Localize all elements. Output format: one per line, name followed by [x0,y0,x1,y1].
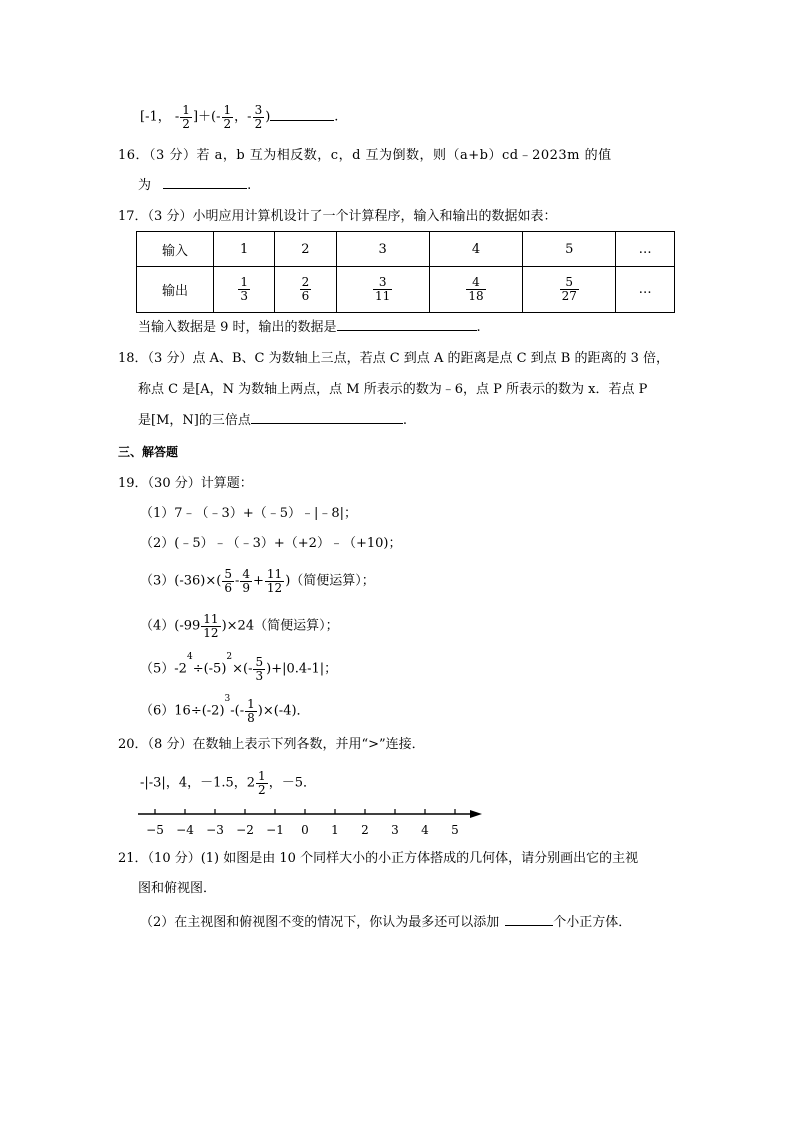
answer-blank[interactable] [505,925,553,926]
q18-line1: 18．（3 分）点 A、B、C 为数轴上三点，若点 C 到点 A 的距离是点 C 到点 B 的距离的 3 倍， [118,351,670,366]
q19-part4: （4）(-99 $\frac{11}{12}$ )×24（简便运算）； [140,612,339,640]
axis-tick-label: −5 [146,823,164,837]
axis-tick-label: −1 [266,823,284,837]
axis-tick-label: 5 [451,823,459,837]
table-cell [336,267,429,313]
q15-text-b: ]＋( [192,109,217,125]
q18-line3: 是[M，N]的三倍点 . [138,413,407,428]
q15-text-c: ， [234,109,248,125]
answer-blank[interactable] [337,330,477,331]
q15-frac-1: $\frac{1}{2}$ [182,103,190,131]
table-cell-label: 输出 [137,267,214,313]
q21-line1: 21．（10 分）(1) 如图是由 10 个同样大小的小正方体搭成的几何体，请分别画出它的主视 [118,851,639,866]
table-cell-label: 输入 [137,232,214,267]
q15-tail: [-1， - $\frac{1}{2}$ ]＋(- $\frac{1}{2}$ ，- $\frac{3}{2}$ ) . [140,103,339,131]
table-cell: … [616,232,675,267]
axis-tick-label: 3 [391,823,399,837]
axis-tick-label: 1 [331,823,339,837]
table-cell [523,267,616,313]
table-cell: 3 [336,232,429,267]
answer-blank[interactable] [270,120,334,121]
output-frac: $\frac{3}{11}$ [375,275,391,303]
answer-blank[interactable] [251,423,403,424]
answer-blank[interactable] [163,188,247,189]
table-cell: 2 [275,232,336,267]
q19-part5: $(5)-2^4\div(-5)^2\times(-$ $\frac{5}{3}$ )+|0.4-1|； [140,652,338,683]
q16-line1: 16．（3 分）若 a，b 互为相反数，c，d 互为倒数，则（a+b）cd﹣2023m 的值 [118,148,612,163]
axis-tick-label: −4 [176,823,194,837]
axis-tick-label: −2 [236,823,254,837]
io-table [136,231,675,313]
table-cell: 4 [429,232,522,267]
q19-part2: （2）(﹣5）﹣（﹣3）+（+2）﹣（+10)； [140,536,402,551]
table-cell [429,267,522,313]
q20-stem: 20．（8 分）在数轴上表示下列各数，并用“>”连接． [118,737,425,752]
output-frac: $\frac{4}{18}$ [468,275,484,303]
q19-part1: （1）7﹣（﹣3）+（﹣5）﹣|﹣8|； [140,506,358,521]
q21-line3: （2）在主视图和俯视图不变的情况下，你认为最多还可以添加 个小正方体． [140,915,632,930]
q16-line2: 为 . [138,178,252,193]
table-cell: 5 [523,232,616,267]
arrow-icon [470,810,482,818]
q15-frac-3: $\frac{3}{2}$ [254,103,263,131]
q21-line2: 图和俯视图． [138,881,217,896]
output-frac: $\frac{2}{6}$ [301,275,310,303]
table-cell: 1 [214,232,275,267]
q15-text-a: [-1， [140,109,171,125]
q17-question: 当输入数据是 9 时，输出的数据是 . [138,320,481,335]
q20-numbers: -|-3|，4，－1.5，2 $\frac{1}{2}$ ，－5． [140,769,316,797]
table-row-output [137,267,675,313]
output-frac: $\frac{5}{27}$ [561,275,577,303]
q19-part3: （3）(-36)×( $\frac{5}{6}$ - $\frac{4}{9}$ + $\frac{11}{12}$ )（简便运算）； [140,567,375,595]
output-frac: $\frac{1}{3}$ [240,275,248,303]
axis-tick-label: 2 [361,823,369,837]
minus-sign: - [174,109,180,125]
q17-stem: 17．（3 分）小明应用计算机设计了一个计算程序，输入和输出的数据如表： [118,209,557,224]
q18-line2: 称点 C 是[A，N 为数轴上两点，点 M 所表示的数为﹣6，点 P 所表示的数为 x．若点 P [138,382,648,397]
axis-ticks [146,809,459,837]
section-heading: 三、解答题 [118,445,179,459]
axis-tick-label: 4 [421,823,429,837]
q15-frac-2: $\frac{1}{2}$ [223,103,232,131]
table-row-input [137,232,675,267]
number-line [130,806,490,840]
q15-text-d: ) [265,109,271,125]
mixed-frac: $\frac{1}{2}$ [258,769,266,797]
table-cell [214,267,275,313]
q19-stem: 19．（30 分）计算题： [118,476,253,491]
q19-part6: $(6)16\div(-2)^3-(-$ $\frac{1}{8}$ )×(-4)． [140,694,310,725]
axis-tick-label: −3 [206,823,224,837]
axis-tick-label: 0 [301,823,309,837]
table-cell: … [616,267,675,313]
table-cell [275,267,336,313]
